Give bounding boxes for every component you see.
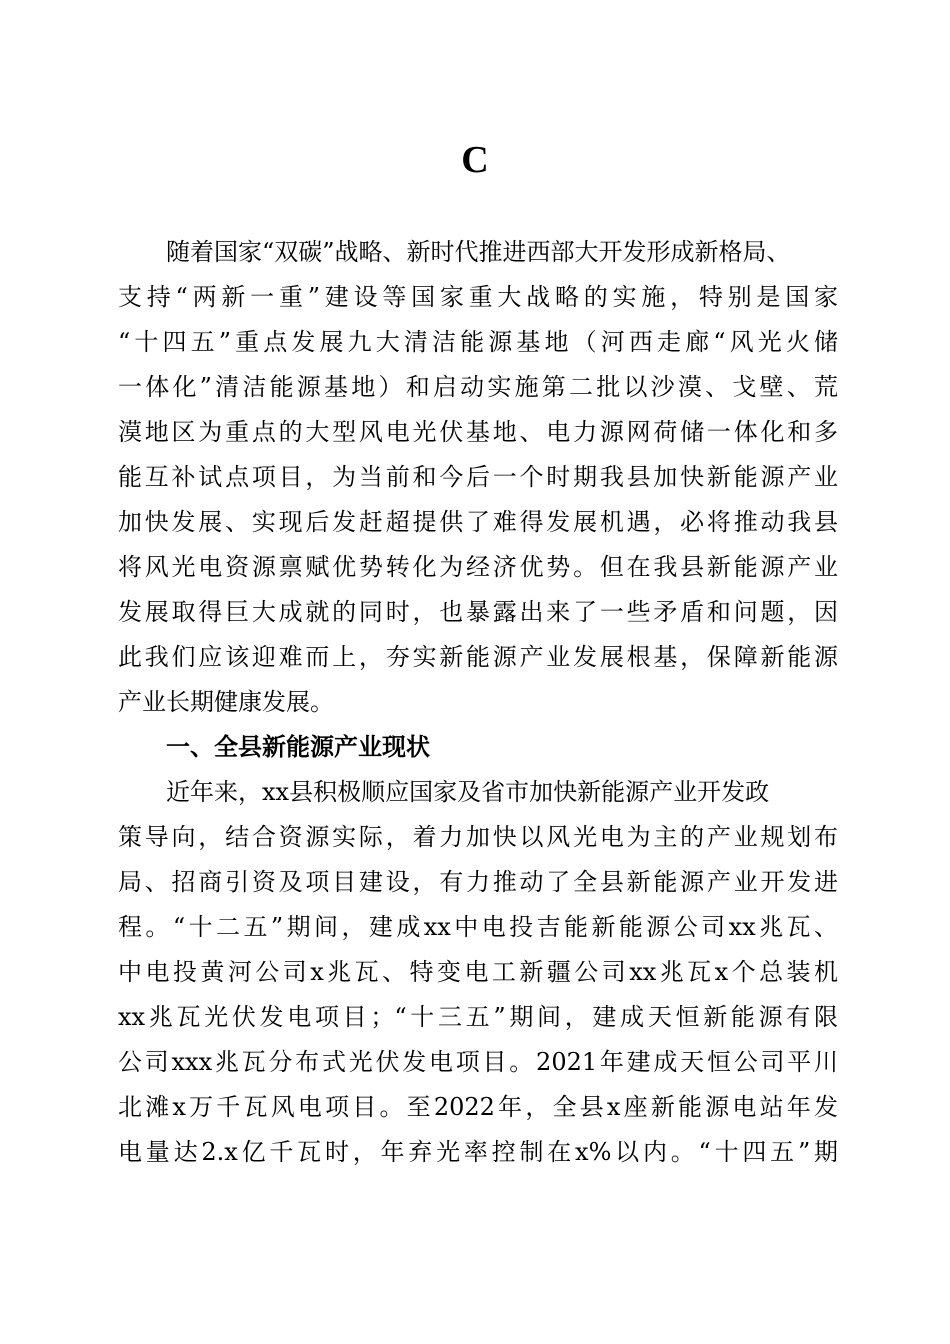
- section-heading: 一、全县新能源产业现状: [166, 733, 430, 761]
- section-line: 程。“十二五”期间，建成xx中电投吉能新能源公司xx兆瓦、: [118, 913, 838, 941]
- intro-line: 能互补试点项目，为当前和今后一个时期我县加快新能源产业: [118, 463, 838, 491]
- intro-line: 将风光电资源禀赋优势转化为经济优势。但在我县新能源产业: [118, 553, 838, 581]
- section-line: xx兆瓦光伏发电项目；“十三五”期间，建成天恒新能源有限: [118, 1003, 838, 1031]
- intro-line: 此我们应该迎难而上，夯实新能源产业发展根基，保障新能源: [118, 643, 838, 671]
- document-body: [118, 230, 838, 1175]
- intro-line: “十四五”重点发展九大清洁能源基地（河西走廊“风光火储: [118, 328, 838, 356]
- intro-line: 发展取得巨大成就的同时，也暴露出来了一些矛盾和问题，因: [118, 598, 838, 626]
- section-line: 策导向，结合资源实际，着力加快以风光电为主的产业规划布: [118, 823, 838, 851]
- intro-line: 一体化”清洁能源基地）和启动实施第二批以沙漠、戈壁、荒: [118, 373, 838, 401]
- intro-line: 加快发展、实现后发赶超提供了难得发展机遇，必将推动我县: [118, 508, 838, 536]
- section-line: 电量达2.x亿千瓦时，年弃光率控制在x%以内。“十四五”期: [118, 1138, 838, 1166]
- intro-line: 产业长期健康发展。: [118, 688, 334, 716]
- document-title: C: [461, 139, 489, 181]
- section-line: 中电投黄河公司x兆瓦、特变电工新疆公司xx兆瓦x个总装机: [118, 958, 838, 986]
- intro-line: 漠地区为重点的大型风电光伏基地、电力源网荷储一体化和多: [118, 418, 838, 446]
- intro-line: 随着国家“双碳”战略、新时代推进西部大开发形成新格局、: [166, 238, 791, 266]
- intro-line: 支持“两新一重”建设等国家重大战略的实施，特别是国家: [118, 283, 838, 311]
- section-line: 近年来，xx县积极顺应国家及省市加快新能源产业开发政: [166, 778, 770, 806]
- section-line: 北滩x万千瓦风电项目。至2022年，全县x座新能源电站年发: [118, 1093, 838, 1121]
- section-line: 公司xxx兆瓦分布式光伏发电项目。2021年建成天恒公司平川: [118, 1048, 838, 1076]
- section-line: 局、招商引资及项目建设，有力推动了全县新能源产业开发进: [118, 868, 838, 896]
